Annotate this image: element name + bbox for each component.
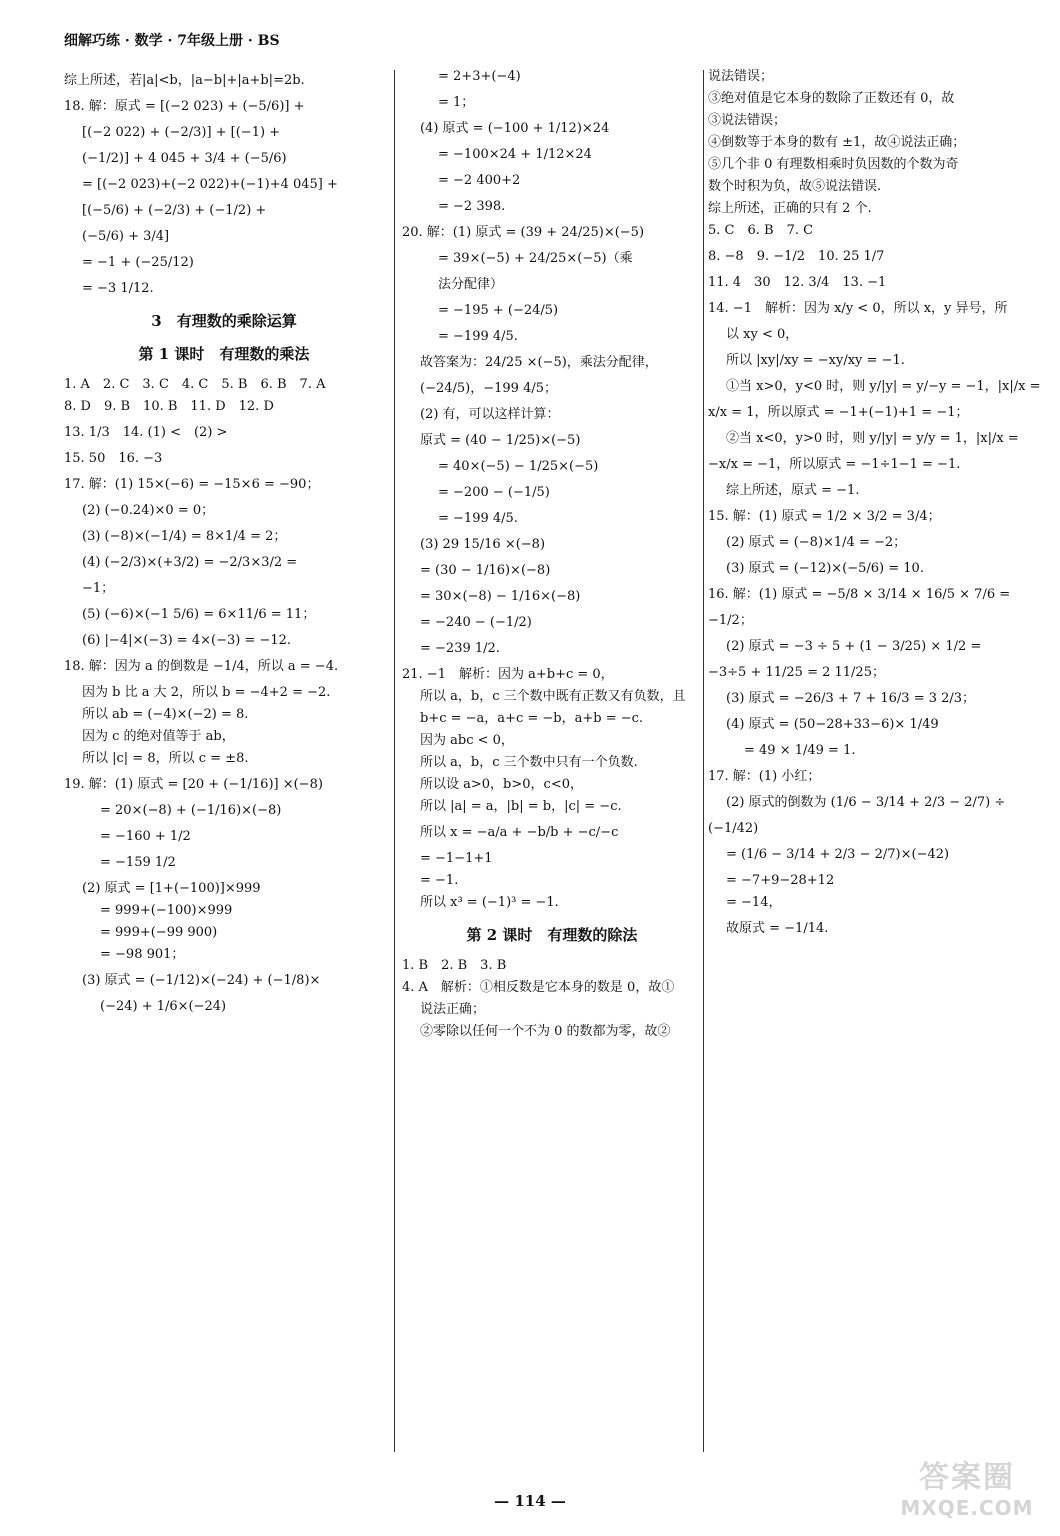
text-line: = −1. (420, 873, 459, 888)
text-line: 所以 |a| = a，|b| = b，|c| = −c. (420, 799, 622, 814)
text-line: 所以 x³ = (−1)³ = −1. (420, 895, 559, 910)
column-divider (703, 70, 704, 1452)
text-line: 数个时积为负，故⑤说法错误. (708, 179, 882, 194)
text-line: 因为 c 的绝对值等于 ab， (82, 729, 235, 744)
text-line: 14. −1 解析：因为 x/y < 0，所以 x，y 异号，所 (708, 301, 1008, 316)
text-line: (3) 原式 = (−12)×(−5/6) = 10. (726, 561, 924, 576)
answer-line: 1. A 2. C 3. C 4. C 5. B 6. B 7. A (64, 377, 326, 392)
text-line: = 49 × 1/49 = 1. (744, 743, 856, 758)
text-line: = −1 + (−25/12) (82, 255, 194, 270)
text-line: b+c = −a，a+c = −b，a+b = −c. (420, 711, 644, 726)
watermark-logo (892, 1452, 1042, 1520)
text-line: 17. 解：(1) 15×(−6) = −15×6 = −90； (64, 477, 320, 492)
text-line: 17. 解：(1) 小红； (708, 769, 821, 784)
column-right (708, 64, 1041, 946)
lesson-heading: 第 2 课时 有理数的除法 (466, 926, 638, 944)
watermark-top: 答案圈 (919, 1460, 1015, 1495)
text-line: = −240 − (−1/2) (420, 615, 532, 630)
text-line: 19. 解：(1) 原式 = [20 + (−1/16)] ×(−8) (64, 777, 323, 792)
text-line: (−24/5)，−199 4/5； (420, 381, 557, 396)
text-line: ③说法错误； (708, 113, 787, 128)
text-line: 所以 ab = (−4)×(−2) = 8. (82, 707, 249, 722)
text-line: (2) 原式 = (−8)×1/4 = −2； (726, 535, 907, 550)
text-line: 所以 x = −a/a + −b/b + −c/−c (420, 825, 619, 840)
text-line: = −100×24 + 1/12×24 (438, 147, 592, 162)
text-line: 综上所述，原式 = −1. (726, 483, 860, 498)
text-line: (−24) + 1/6×(−24) (100, 999, 227, 1014)
text-line: 故答案为：24/25 ×(−5)，乘法分配律， (420, 355, 658, 370)
text-line: 21. −1 解析：因为 a+b+c = 0， (402, 667, 614, 682)
text-line: (−5/6) + 3/4] (82, 229, 170, 244)
answer-line: 8. D 9. B 10. B 11. D 12. D (64, 399, 274, 414)
text-line: 18. 解：原式 = [(−2 023) + (−5/6)] + (64, 99, 305, 114)
text-line: ④倒数等于本身的数有 ±1，故④说法正确； (708, 135, 966, 150)
text-line: = −160 + 1/2 (100, 829, 191, 844)
text-line: [(−5/6) + (−2/3) + (−1/2) + (82, 203, 267, 218)
text-line: (2) 原式 = [1+(−100)]×999 (82, 881, 261, 896)
text-line: −3÷5 + 11/25 = 2 11/25； (708, 665, 885, 680)
text-line: = 39×(−5) + 24/25×(−5)（乘 (438, 251, 633, 266)
text-line: (3) 29 15/16 ×(−8) (420, 537, 546, 552)
text-line: 所以 |xy|/xy = −xy/xy = −1. (726, 353, 905, 368)
answer-line: 8. −8 9. −1/2 10. 25 1/7 (708, 249, 885, 264)
page-number: — 114 — (494, 1492, 566, 1510)
text-line: (4) 原式 = (50−28+33−6)× 1/49 (726, 717, 939, 732)
text-line: ③绝对值是它本身的数除了正数还有 0，故 (708, 91, 955, 106)
text-line: = −2 398. (438, 199, 506, 214)
answer-line: 15. 50 16. −3 (64, 451, 163, 466)
lesson-heading: 第 1 课时 有理数的乘法 (138, 345, 310, 363)
text-line: (3) (−8)×(−1/4) = 8×1/4 = 2； (82, 529, 287, 544)
text-line: = (1/6 − 3/14 + 2/3 − 2/7)×(−42) (726, 847, 950, 862)
text-line: 因为 b 比 a 大 2，所以 b = −4+2 = −2. (82, 685, 331, 700)
text-line: = 30×(−8) − 1/16×(−8) (420, 589, 581, 604)
column-middle (402, 64, 702, 1045)
text-line: = −199 4/5. (438, 511, 518, 526)
text-line: −x/x = −1，所以原式 = −1÷1−1 = −1. (708, 457, 961, 472)
text-line: = (30 − 1/16)×(−8) (420, 563, 551, 578)
text-line: = −14， (726, 895, 782, 910)
text-line: 故原式 = −1/14. (726, 921, 829, 936)
text-line: = −98 901； (100, 947, 185, 962)
text-line: 所以 a，b，c 三个数中既有正数又有负数，且 (420, 689, 686, 704)
answer-line: 11. 4 30 12. 3/4 13. −1 (708, 275, 887, 290)
text-line: (5) (−6)×(−1 5/6) = 6×11/6 = 11； (82, 607, 316, 622)
text-line: 原式 = (40 − 1/25)×(−5) (420, 433, 581, 448)
text-line: (−1/42) (708, 821, 759, 836)
text-line: 16. 解：(1) 原式 = −5/8 × 3/14 × 16/5 × 7/6 = (708, 587, 1011, 602)
text-line: ①当 x>0，y<0 时，则 y/|y| = y/−y = −1，|x|/x = (726, 379, 1041, 394)
text-line: ⑤几个非 0 有理数相乘时负因数的个数为奇 (708, 157, 959, 172)
text-line: = −7+9−28+12 (726, 873, 835, 888)
text-line: 15. 解：(1) 原式 = 1/2 × 3/2 = 3/4； (708, 509, 941, 524)
text-line: = 2+3+(−4) (438, 69, 521, 84)
text-line: 18. 解：因为 a 的倒数是 −1/4，所以 a = −4. (64, 659, 339, 674)
text-line: 所以 |c| = 8，所以 c = ±8. (82, 751, 249, 766)
text-line: (3) 原式 = −26/3 + 7 + 16/3 = 3 2/3； (726, 691, 976, 706)
text-line: (6) |−4|×(−3) = 4×(−3) = −12. (82, 633, 292, 648)
text-line: = −199 4/5. (438, 329, 518, 344)
text-line: = −195 + (−24/5) (438, 303, 559, 318)
running-header: 细解巧练 · 数学 · 7年级上册 · BS (64, 33, 280, 49)
text-line: (4) 原式 = (−100 + 1/12)×24 (420, 121, 610, 136)
text-line: (−1/2)] + 4 045 + 3/4 + (−5/6) (82, 151, 287, 166)
text-line: (2) (−0.24)×0 = 0； (82, 503, 215, 518)
text-line: 所以 a，b，c 三个数中只有一个负数. (420, 755, 638, 770)
text-line: 4. A 解析：①相反数是它本身的数是 0，故① (402, 980, 675, 995)
text-line: = −3 1/12. (82, 281, 154, 296)
text-line: = 40×(−5) − 1/25×(−5) (438, 459, 599, 474)
text-line: (3) 原式 = (−1/12)×(−24) + (−1/8)× (82, 973, 321, 988)
text-line: 综上所述，正确的只有 2 个. (708, 201, 872, 216)
column-divider (394, 70, 395, 1452)
text-line: 以 xy < 0， (726, 327, 799, 342)
text-line: 20. 解：(1) 原式 = (39 + 24/25)×(−5) (402, 225, 645, 240)
text-line: = −239 1/2. (420, 641, 500, 656)
text-line: 综上所述，若|a|<b，|a−b|+|a+b|=2b. (64, 73, 305, 88)
answer-line: 5. C 6. B 7. C (708, 223, 814, 238)
text-line: = 1； (438, 95, 475, 110)
text-line: = −1−1+1 (420, 851, 493, 866)
text-line: 说法错误； (708, 69, 774, 84)
text-line: = 20×(−8) + (−1/16)×(−8) (100, 803, 282, 818)
watermark-bottom: MXQE.COM (900, 1496, 1034, 1520)
text-line: (4) (−2/3)×(+3/2) = −2/3×3/2 = (82, 555, 298, 570)
text-line: = −159 1/2 (100, 855, 176, 870)
text-line: [(−2 022) + (−2/3)] + [(−1) + (82, 125, 281, 140)
text-line: (2) 有，可以这样计算： (420, 407, 560, 422)
text-line: 法分配律） (438, 277, 504, 292)
text-line: ②当 x<0，y>0 时，则 y/|y| = y/y = 1，|x|/x = (726, 431, 1019, 446)
text-line: (2) 原式的倒数为 (1/6 − 3/14 + 2/3 − 2/7) ÷ (726, 795, 1006, 810)
answer-line: 13. 1/3 14. (1) < (2) > (64, 425, 228, 440)
text-line: (2) 原式 = −3 ÷ 5 + (1 − 3/25) × 1/2 = (726, 639, 982, 654)
text-line: 因为 abc < 0， (420, 733, 514, 748)
text-line: −1/2； (708, 613, 753, 628)
text-line: = [(−2 023)+(−2 022)+(−1)+4 045] + (82, 177, 338, 192)
text-line: −1； (82, 581, 115, 596)
text-line: 说法正确； (420, 1002, 486, 1017)
section-heading: 3 有理数的乘除运算 (151, 312, 297, 330)
text-line: 所以设 a>0，b>0，c<0， (420, 777, 583, 792)
text-line: = 999+(−99 900) (100, 925, 218, 940)
text-line: ②零除以任何一个不为 0 的数都为零，故② (420, 1024, 671, 1039)
text-line: = −200 − (−1/5) (438, 485, 550, 500)
text-line: = 999+(−100)×999 (100, 903, 233, 918)
column-left (64, 64, 384, 1024)
text-line: x/x = 1，所以原式 = −1+(−1)+1 = −1； (708, 405, 969, 420)
answer-line: 1. B 2. B 3. B (402, 958, 507, 973)
text-line: = −2 400+2 (438, 173, 521, 188)
